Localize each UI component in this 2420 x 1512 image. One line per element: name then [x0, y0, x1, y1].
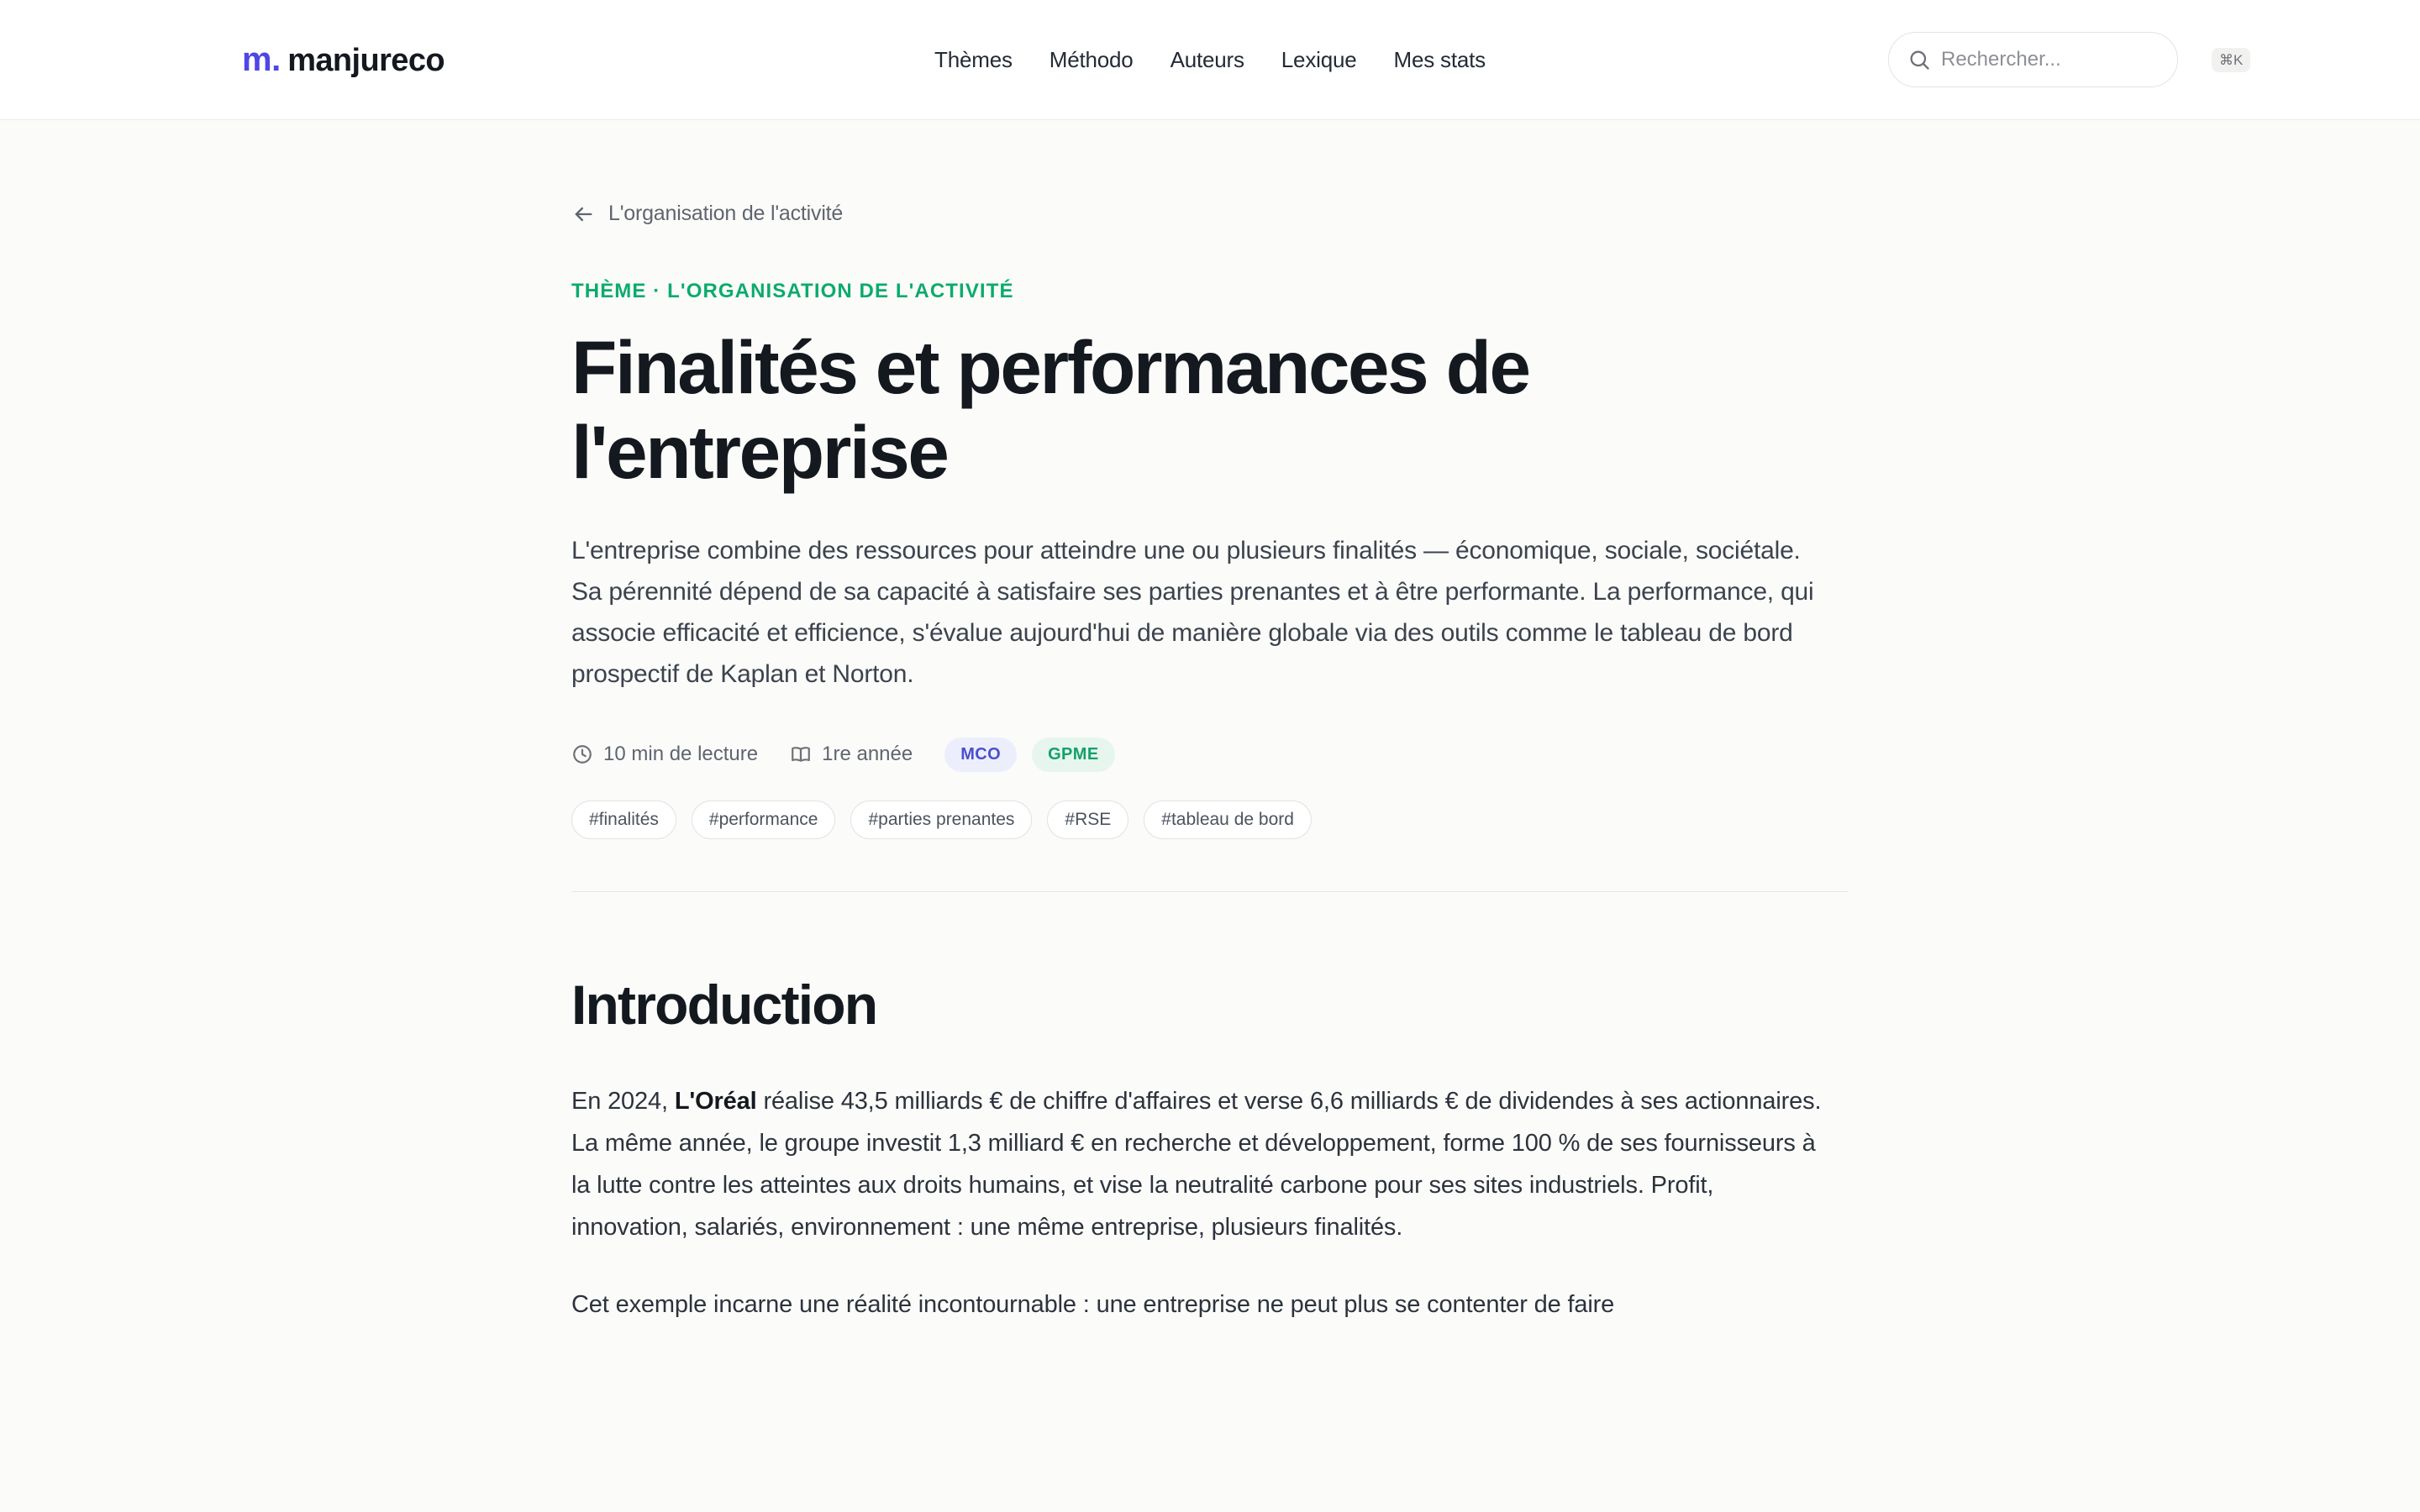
- status-badge-gpme[interactable]: GPME: [1032, 738, 1115, 772]
- search-shortcut-badge: ⌘K: [2212, 48, 2250, 72]
- breadcrumb-back-link[interactable]: [571, 202, 1849, 226]
- tag-item[interactable]: #finalités: [571, 801, 676, 839]
- clock-icon: [571, 743, 593, 765]
- nav-item-mes-stats[interactable]: Mes stats: [1393, 46, 1486, 72]
- paragraph-text: En 2024,: [571, 1087, 675, 1115]
- article-meta-row: [571, 738, 1849, 772]
- nav-item-themes[interactable]: Thèmes: [934, 46, 1013, 72]
- article-eyebrow: THÈME · L'ORGANISATION DE L'ACTIVITÉ: [571, 280, 1014, 302]
- level-label: 1re année: [822, 743, 913, 766]
- nav-item-auteurs[interactable]: Auteurs: [1170, 46, 1244, 72]
- tag-list: [571, 801, 1849, 839]
- section-divider: [571, 891, 1849, 892]
- paragraph-text: réalise 43,5 milliards € de chiffre d'affaires et verse 6,6 milliards € de dividendes à ses actionnaires. La même année, le groupe investit 1,3 milliard € en recherche et développement, forme 100 % de ses fournisseurs à la lutte contre les atteintes aux droits humains, et vise la neutralité carbone pour ses sites industriels. Profit, innovation, salariés, environnement : une même entreprise, plusieurs finalités.: [571, 1087, 1822, 1242]
- search-icon: [1907, 48, 1931, 71]
- tag-item[interactable]: #parties prenantes: [850, 801, 1032, 839]
- article-lede: L'entreprise combine des ressources pour atteindre une ou plusieurs finalités — économique, sociale, sociétale. Sa pérennité dépend de sa capacité à satisfaire ses parties prenantes et à être performante. La performance, qui associe efficacité et efficience, s'évalue aujourd'hui de manière globale via des outils comme le tableau de bord prospectif de Kaplan et Norton.: [571, 537, 1814, 688]
- status-badge-mco[interactable]: MCO: [944, 738, 1017, 772]
- site-header: [0, 0, 2420, 120]
- article-content: [571, 120, 1849, 1326]
- nav-item-lexique[interactable]: Lexique: [1281, 46, 1357, 72]
- tag-item[interactable]: #tableau de bord: [1144, 801, 1312, 839]
- reading-time-meta: [571, 743, 758, 766]
- nav-item-methodo[interactable]: Méthodo: [1049, 46, 1134, 72]
- brand-name: manjureco: [287, 42, 445, 78]
- tag-item[interactable]: #RSE: [1047, 801, 1128, 839]
- body-paragraph: [571, 1080, 1832, 1249]
- brand-dot-icon: .: [271, 40, 281, 78]
- paragraph-text: Cet exemple incarne une réalité incontournable : une entreprise ne peut plus se contenter de faire: [571, 1291, 1615, 1319]
- search-input[interactable]: [1941, 48, 2202, 71]
- search-box[interactable]: [1888, 32, 2244, 87]
- body-paragraph: [571, 1284, 1832, 1326]
- section-heading-introduction: Introduction: [571, 973, 877, 1036]
- book-icon: [790, 743, 812, 765]
- tag-item[interactable]: #performance: [692, 801, 836, 839]
- paragraph-emphasis: L'Oréal: [674, 1087, 757, 1115]
- reading-time-label: 10 min de lecture: [603, 743, 759, 766]
- page-title: Finalités et performances de l'entreprise: [571, 325, 1529, 494]
- breadcrumb-label: L'organisation de l'activité: [608, 202, 844, 225]
- brand-mark: m: [242, 40, 272, 78]
- level-meta: [790, 743, 913, 766]
- arrow-left-icon: [571, 202, 595, 226]
